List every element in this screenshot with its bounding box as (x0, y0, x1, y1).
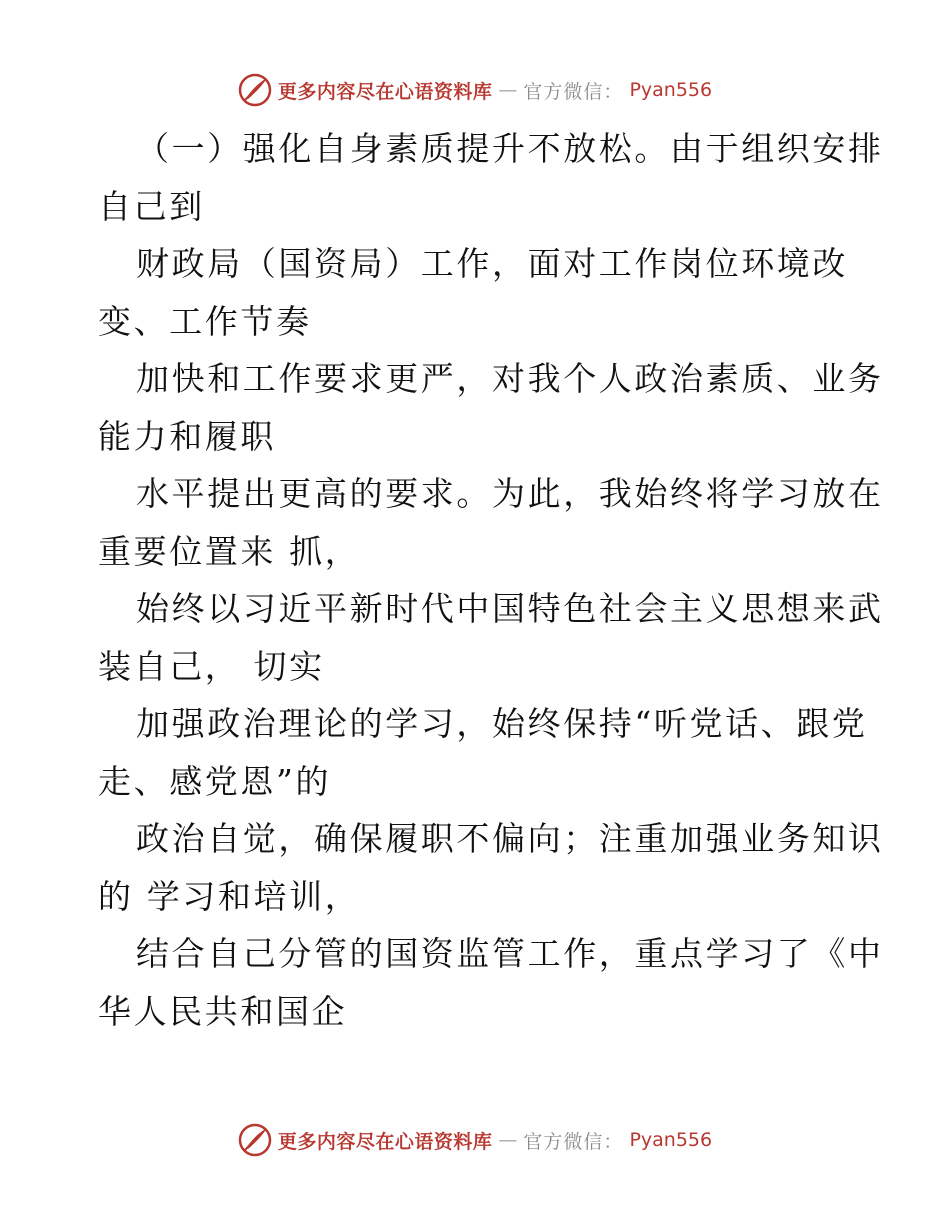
text-line: 水平提出更高的要求。为此，我始终将学习放在 (136, 474, 884, 513)
text-line: 能力和履职 (98, 416, 276, 456)
watermark-text: 更多内容尽在心语资料库 (277, 1130, 493, 1153)
text-line: 财政局（国资局）工作，面对工作岗位环境改 (136, 244, 848, 283)
watermark-id: Pyan556 (629, 1129, 713, 1151)
watermark-dash: — (498, 79, 518, 101)
text-line: 重要位置来 抓， (98, 531, 361, 571)
text-line: 变、工作节奏 (98, 301, 312, 341)
footer-watermark (0, 1120, 950, 1160)
watermark-text: 更多内容尽在心语资料库 (277, 80, 493, 103)
quill-logo-icon (238, 73, 272, 107)
watermark-dash: — (498, 1129, 518, 1151)
text-line: 加快和工作要求更严，对我个人政治素质、业务 (136, 359, 884, 398)
text-line: 装自己， 切实 (98, 646, 325, 686)
text-line: 加强政治理论的学习，始终保持“听党话、跟党 (136, 704, 868, 743)
watermark-label: 官方微信： (523, 80, 624, 103)
text-line: 政治自觉，确保履职不偏向；注重加强业务知识 (136, 819, 884, 858)
text-line: 走、感党恩”的 (98, 761, 332, 801)
document-body (98, 120, 884, 1040)
watermark-label: 官方微信： (523, 1130, 624, 1153)
text-line: 华人民共和国企 (98, 991, 348, 1031)
text-line: 结合自己分管的国资监管工作，重点学习了《中 (136, 934, 884, 973)
header-watermark (0, 70, 950, 110)
text-line: （一）强化自身素质提升不放松。由于组织安排 (136, 129, 884, 168)
text-line: 始终以习近平新时代中国特色社会主义思想来武 (136, 589, 884, 628)
quill-logo-icon (238, 1123, 272, 1157)
watermark-id: Pyan556 (629, 79, 713, 101)
text-line: 的 学习和培训， (98, 876, 361, 916)
text-line: 自己到 (98, 186, 205, 226)
